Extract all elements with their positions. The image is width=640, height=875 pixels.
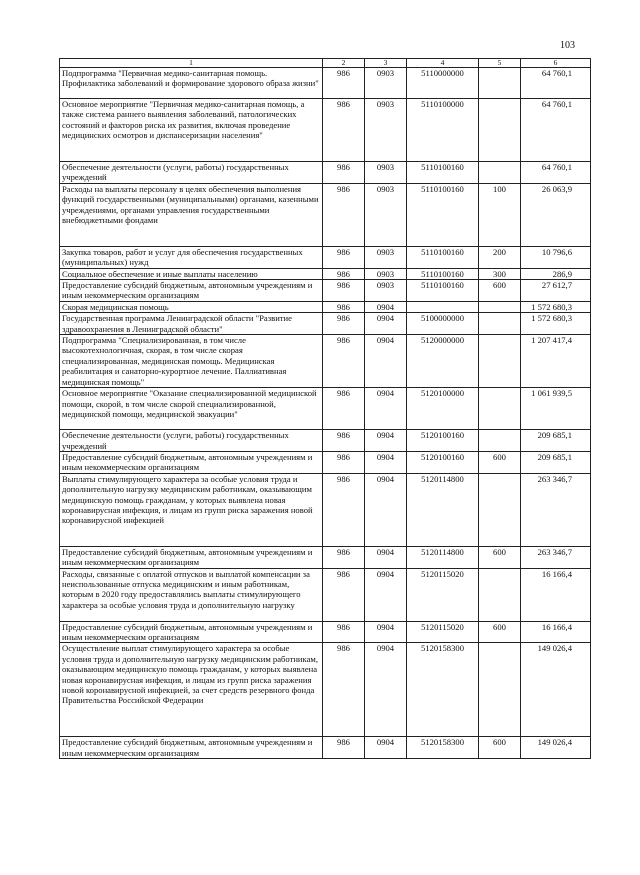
amount-value: 1 207 417,4 xyxy=(521,335,591,388)
expense-type-code: 600 xyxy=(479,546,521,568)
amount-value: 64 760,1 xyxy=(521,162,591,184)
budget-item-name: Расходы на выплаты персоналу в целях обеспечения выполнения функций государственными (муниципальными) органами, казенными учреждениями, органами управления государственными внебюджетными фондами xyxy=(60,183,323,246)
budget-item-name: Закупка товаров, работ и услуг для обеспечения государственных (муниципальных) нужд xyxy=(60,246,323,268)
section-code: 0904 xyxy=(365,643,407,737)
expense-type-code: 600 xyxy=(479,451,521,473)
table-row xyxy=(60,737,591,759)
amount-value: 149 026,4 xyxy=(521,643,591,737)
budget-item-name: Предоставление субсидий бюджетным, автономным учреждениям и иным некоммерческим организациям xyxy=(60,737,323,759)
column-number-row xyxy=(60,59,591,68)
table-row xyxy=(60,162,591,184)
budget-item-name: Подпрограмма "Первичная медико-санитарная помощь. Профилактика заболеваний и формирование здорового образа жизни" xyxy=(60,68,323,99)
column-header: 3 xyxy=(365,59,407,68)
column-header: 2 xyxy=(323,59,365,68)
budget-item-name: Предоставление субсидий бюджетным, автономным учреждениям и иным некоммерческим организациям xyxy=(60,546,323,568)
table-row xyxy=(60,451,591,473)
table-row xyxy=(60,183,591,246)
budget-item-name: Выплаты стимулирующего характера за особые условия труда и дополнительную нагрузку медицинским работникам, оказывающим медицинскую помощь гражданам, у которых выявлена новая коронавирусная инфекция, и лицам из групп риска заражения новой коронавирусной инфекцией xyxy=(60,473,323,546)
amount-value: 263 346,7 xyxy=(521,546,591,568)
table-row xyxy=(60,568,591,621)
amount-value: 209 685,1 xyxy=(521,451,591,473)
expense-type-code: 600 xyxy=(479,621,521,643)
target-item-code: 5120115020 xyxy=(407,621,479,643)
expense-type-code xyxy=(479,335,521,388)
amount-value: 286,9 xyxy=(521,268,591,279)
budget-item-name: Государственная программа Ленинградской области "Развитие здравоохранения в Ленинградской области" xyxy=(60,313,323,335)
target-item-code: 5120158300 xyxy=(407,643,479,737)
expense-type-code xyxy=(479,99,521,162)
amount-value: 1 572 680,3 xyxy=(521,301,591,312)
admin-code: 986 xyxy=(323,280,365,302)
admin-code: 986 xyxy=(323,451,365,473)
target-item-code: 5110100160 xyxy=(407,280,479,302)
expense-type-code: 600 xyxy=(479,280,521,302)
table-row xyxy=(60,546,591,568)
target-item-code: 5120114800 xyxy=(407,546,479,568)
admin-code: 986 xyxy=(323,473,365,546)
section-code: 0904 xyxy=(365,621,407,643)
target-item-code: 5100000000 xyxy=(407,313,479,335)
admin-code: 986 xyxy=(323,313,365,335)
expense-type-code xyxy=(479,430,521,452)
budget-item-name: Скорая медицинская помощь xyxy=(60,301,323,312)
section-code: 0904 xyxy=(365,335,407,388)
target-item-code: 5110100160 xyxy=(407,246,479,268)
expense-type-code: 100 xyxy=(479,183,521,246)
budget-item-name: Предоставление субсидий бюджетным, автономным учреждениям и иным некоммерческим организациям xyxy=(60,621,323,643)
section-code: 0904 xyxy=(365,301,407,312)
target-item-code: 5120158300 xyxy=(407,737,479,759)
budget-item-name: Подпрограмма "Специализированная, в том числе высокотехнологичная, скорая, в том числе скорая специализированная, медицинская помощь. Медицинская реабилитация и санаторно-курортное лечение. Паллиативная медицинская помощь" xyxy=(60,335,323,388)
budget-item-name: Обеспечение деятельности (услуги, работы) государственных учреждений xyxy=(60,430,323,452)
section-code: 0904 xyxy=(365,568,407,621)
target-item-code: 5110000000 xyxy=(407,68,479,99)
admin-code: 986 xyxy=(323,335,365,388)
expense-type-code: 300 xyxy=(479,268,521,279)
budget-item-name: Обеспечение деятельности (услуги, работы) государственных учреждений xyxy=(60,162,323,184)
section-code: 0904 xyxy=(365,451,407,473)
budget-item-name: Осуществление выплат стимулирующего характера за особые условия труда и дополнительную нагрузку медицинским работникам, оказывающим медицинскую помощь гражданам, у которых выявлена новая коронавирусная инфекция, и лицам из групп риска заражения новой коронавирусной инфекцией, за счет средств резервного фонда Правительства Российской Федерации xyxy=(60,643,323,737)
section-code: 0903 xyxy=(365,246,407,268)
table-row xyxy=(60,268,591,279)
section-code: 0904 xyxy=(365,313,407,335)
table-row xyxy=(60,280,591,302)
table-row xyxy=(60,68,591,99)
amount-value: 64 760,1 xyxy=(521,99,591,162)
table-row xyxy=(60,388,591,430)
table-row xyxy=(60,313,591,335)
table-row xyxy=(60,335,591,388)
expense-type-code xyxy=(479,473,521,546)
amount-value: 10 796,6 xyxy=(521,246,591,268)
admin-code: 986 xyxy=(323,246,365,268)
section-code: 0903 xyxy=(365,280,407,302)
section-code: 0904 xyxy=(365,737,407,759)
target-item-code: 5110100160 xyxy=(407,183,479,246)
budget-item-name: Основное мероприятие "Оказание специализированной медицинской помощи, скорой, в том числе скорой специализированной, медицинской помощи, медицинской эвакуации" xyxy=(60,388,323,430)
admin-code: 986 xyxy=(323,643,365,737)
admin-code: 986 xyxy=(323,301,365,312)
column-header: 1 xyxy=(60,59,323,68)
table-row xyxy=(60,430,591,452)
expense-type-code xyxy=(479,388,521,430)
admin-code: 986 xyxy=(323,388,365,430)
target-item-code xyxy=(407,301,479,312)
target-item-code: 5120100160 xyxy=(407,451,479,473)
target-item-code: 5120114800 xyxy=(407,473,479,546)
amount-value: 1 572 680,3 xyxy=(521,313,591,335)
section-code: 0904 xyxy=(365,388,407,430)
admin-code: 986 xyxy=(323,621,365,643)
budget-item-name: Предоставление субсидий бюджетным, автономным учреждениям и иным некоммерческим организациям xyxy=(60,451,323,473)
target-item-code: 5110100000 xyxy=(407,99,479,162)
expense-type-code xyxy=(479,162,521,184)
amount-value: 64 760,1 xyxy=(521,68,591,99)
table-row xyxy=(60,246,591,268)
table-row xyxy=(60,301,591,312)
amount-value: 1 061 939,5 xyxy=(521,388,591,430)
table-row xyxy=(60,643,591,737)
section-code: 0904 xyxy=(365,430,407,452)
column-header: 5 xyxy=(479,59,521,68)
budget-item-name: Предоставление субсидий бюджетным, автономным учреждениям и иным некоммерческим организациям xyxy=(60,280,323,302)
target-item-code: 5120100000 xyxy=(407,388,479,430)
expense-type-code xyxy=(479,568,521,621)
section-code: 0903 xyxy=(365,99,407,162)
budget-table xyxy=(59,58,591,759)
budget-item-name: Расходы, связанные с оплатой отпусков и выплатой компенсации за неиспользованные отпуска медицинским и иным работникам, которым в 2020 году предоставлялись выплаты стимулирующего характера за особые условия труда и дополнительную нагрузку xyxy=(60,568,323,621)
table-row xyxy=(60,621,591,643)
amount-value: 149 026,4 xyxy=(521,737,591,759)
section-code: 0904 xyxy=(365,546,407,568)
amount-value: 263 346,7 xyxy=(521,473,591,546)
admin-code: 986 xyxy=(323,268,365,279)
budget-item-name: Социальное обеспечение и иные выплаты населению xyxy=(60,268,323,279)
admin-code: 986 xyxy=(323,183,365,246)
target-item-code: 5120100160 xyxy=(407,430,479,452)
target-item-code: 5120000000 xyxy=(407,335,479,388)
amount-value: 16 166,4 xyxy=(521,621,591,643)
target-item-code: 5110100160 xyxy=(407,268,479,279)
admin-code: 986 xyxy=(323,99,365,162)
target-item-code: 5110100160 xyxy=(407,162,479,184)
amount-value: 209 685,1 xyxy=(521,430,591,452)
admin-code: 986 xyxy=(323,430,365,452)
expense-type-code: 200 xyxy=(479,246,521,268)
budget-item-name: Основное мероприятие "Первичная медико-санитарная помощь, а также система раннего выявления заболеваний, патологических состояний и факторов риска их развития, включая проведение медицинских осмотров и диспансеризации населения" xyxy=(60,99,323,162)
admin-code: 986 xyxy=(323,568,365,621)
section-code: 0903 xyxy=(365,68,407,99)
table-row xyxy=(60,99,591,162)
target-item-code: 5120115020 xyxy=(407,568,479,621)
admin-code: 986 xyxy=(323,68,365,99)
table-row xyxy=(60,473,591,546)
amount-value: 16 166,4 xyxy=(521,568,591,621)
admin-code: 986 xyxy=(323,162,365,184)
amount-value: 26 063,9 xyxy=(521,183,591,246)
amount-value: 27 612,7 xyxy=(521,280,591,302)
expense-type-code xyxy=(479,643,521,737)
expense-type-code xyxy=(479,68,521,99)
column-header: 4 xyxy=(407,59,479,68)
section-code: 0903 xyxy=(365,183,407,246)
expense-type-code xyxy=(479,301,521,312)
expense-type-code: 600 xyxy=(479,737,521,759)
section-code: 0903 xyxy=(365,162,407,184)
page-number: 103 xyxy=(560,40,575,51)
expense-type-code xyxy=(479,313,521,335)
admin-code: 986 xyxy=(323,546,365,568)
column-header: 6 xyxy=(521,59,591,68)
admin-code: 986 xyxy=(323,737,365,759)
section-code: 0903 xyxy=(365,268,407,279)
section-code: 0904 xyxy=(365,473,407,546)
